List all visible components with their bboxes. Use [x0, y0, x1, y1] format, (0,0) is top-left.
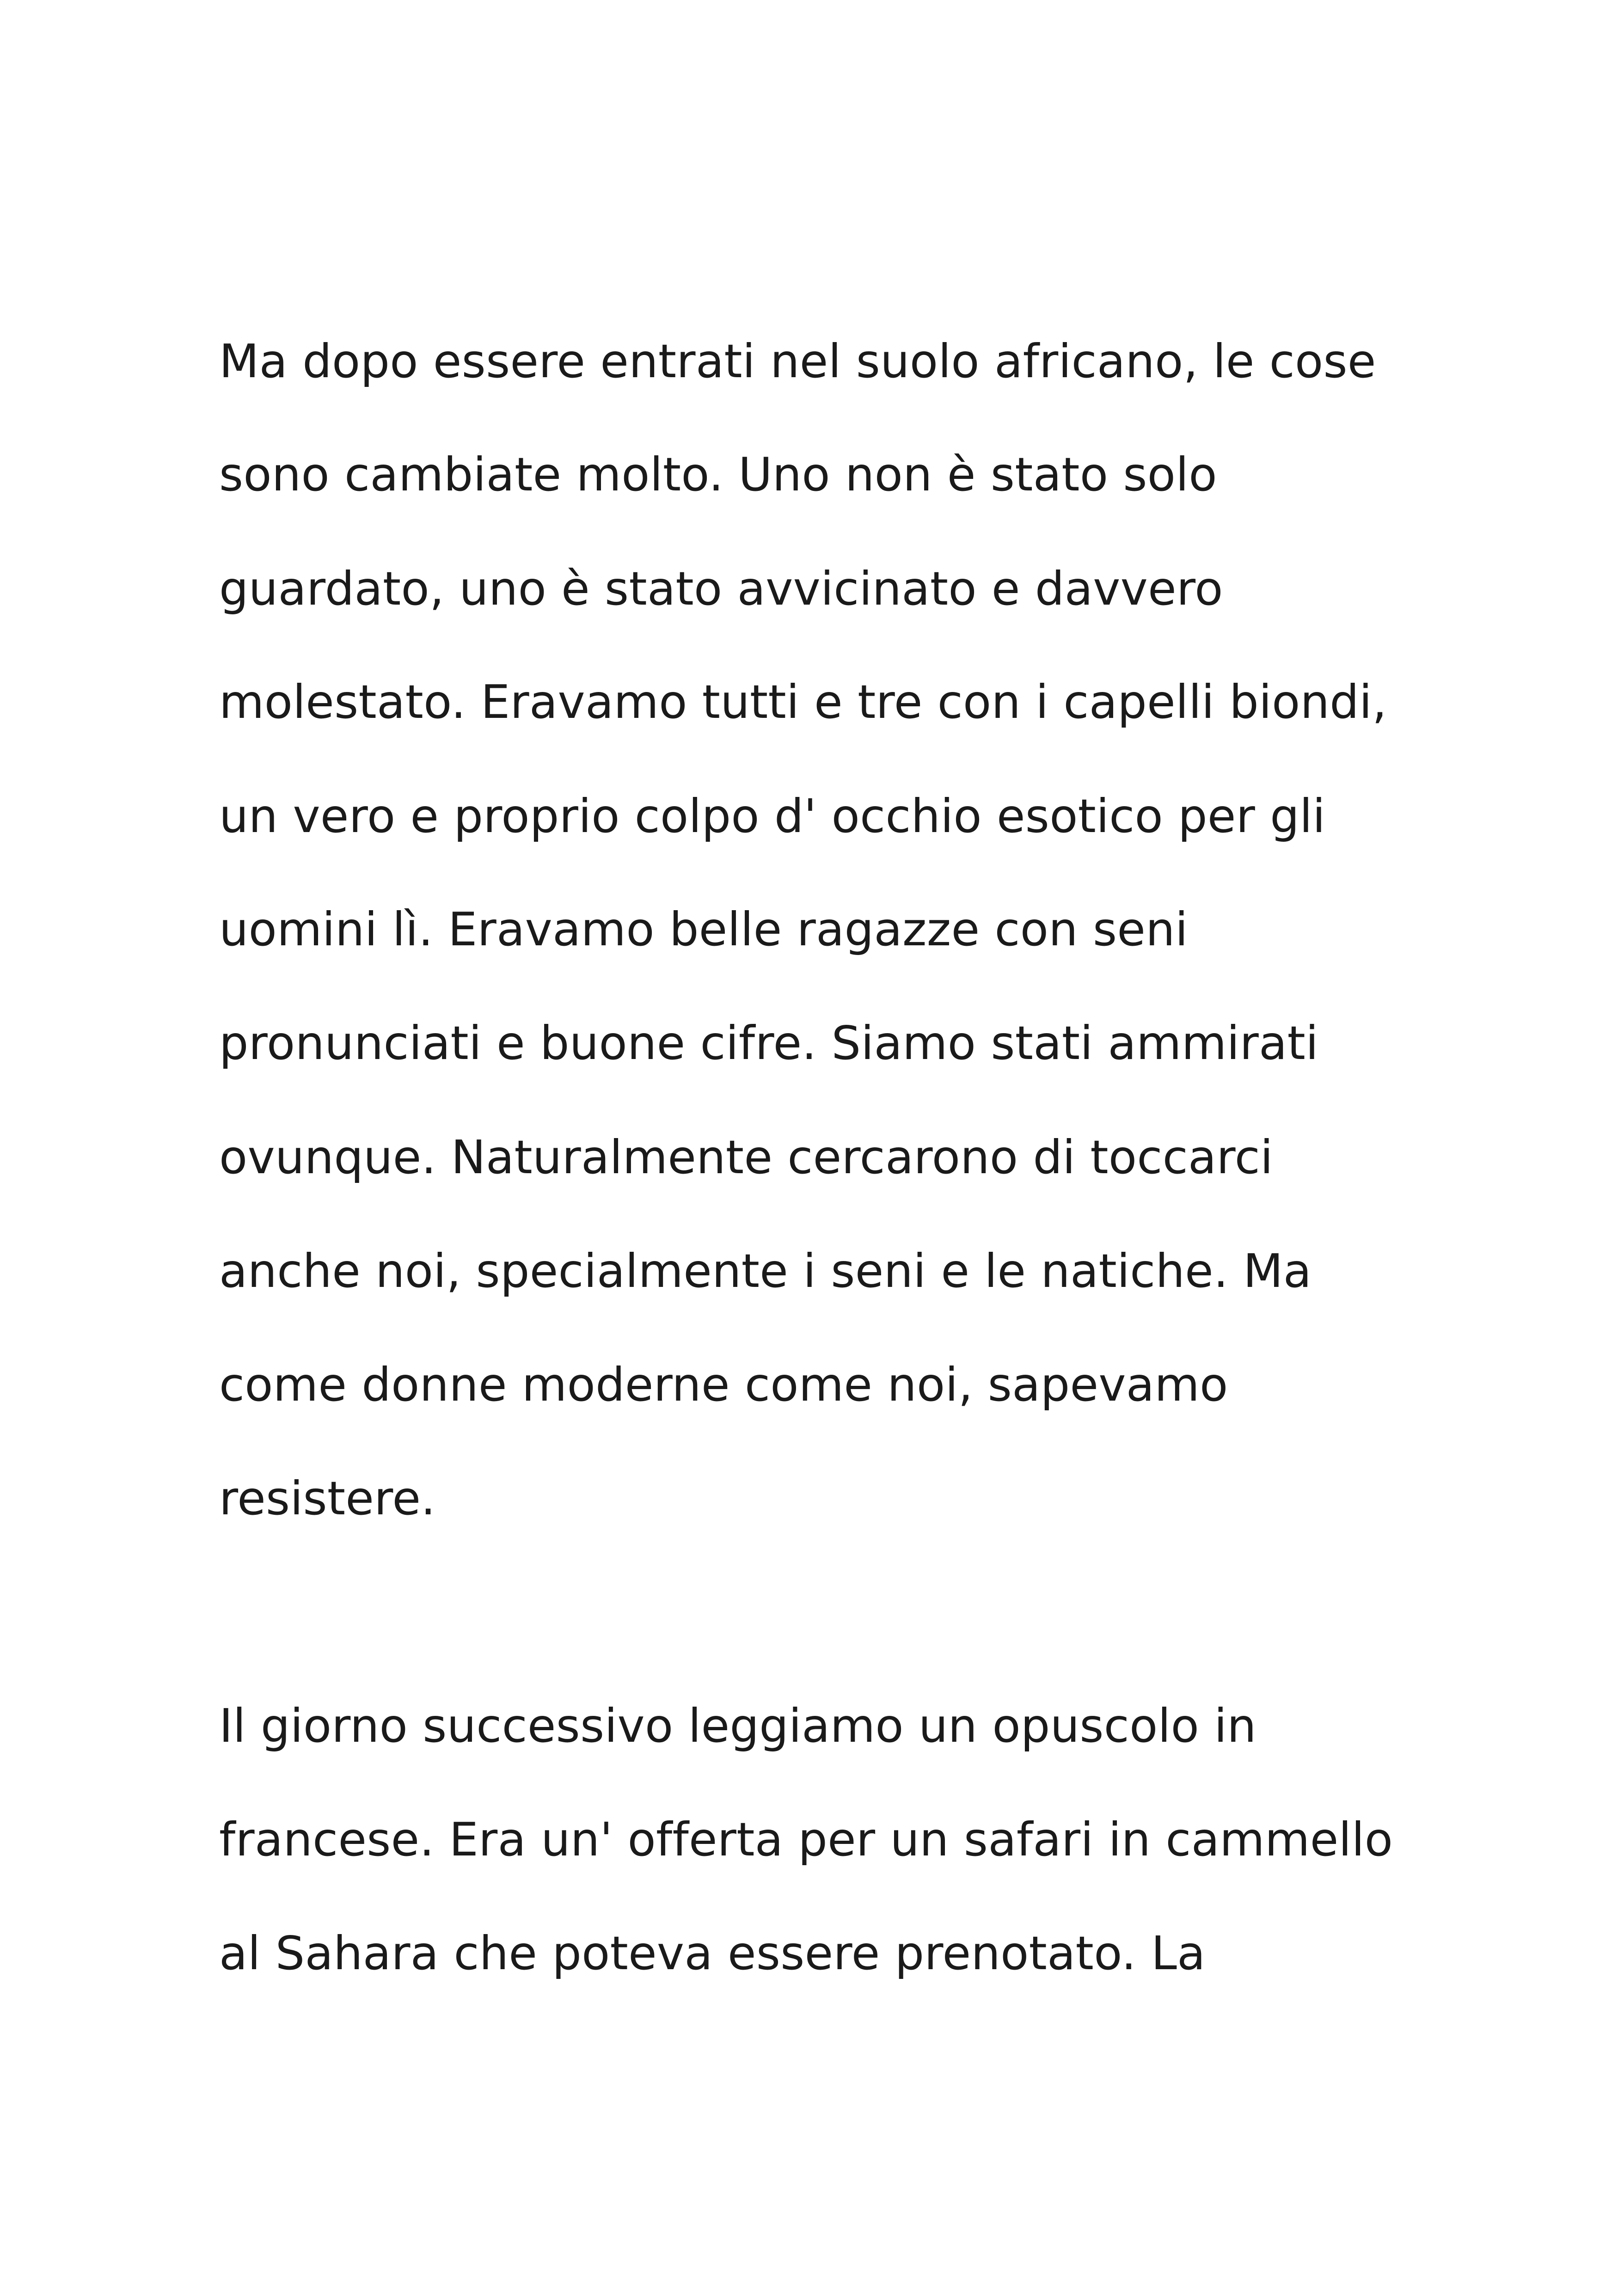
text-line: molestato. Eravamo tutti e tre con i capelli biondi, — [219, 675, 1387, 729]
text-line: Ma dopo essere entrati nel suolo africano, le cose — [219, 334, 1376, 388]
text-line: anche noi, specialmente i seni e le natiche. Ma — [219, 1244, 1312, 1298]
text-line: francese. Era un' offerta per un safari in cammello — [219, 1812, 1393, 1867]
text-line: pronunciati e buone cifre. Siamo stati ammirati — [219, 1016, 1319, 1070]
text-line: uomini lì. Eravamo belle ragazze con seni — [219, 902, 1188, 956]
text-line: un vero e proprio colpo d' occhio esotico per gli — [219, 789, 1326, 843]
text-line: resistere. — [219, 1471, 436, 1525]
text-line: sono cambiate molto. Uno non è stato solo — [219, 447, 1217, 502]
text-line: al Sahara che poteva essere prenotato. La — [219, 1926, 1206, 1980]
text-line: guardato, uno è stato avvicinato e davvero — [219, 562, 1223, 616]
text-line: come donne moderne come noi, sapevamo — [219, 1358, 1228, 1412]
text-line: ovunque. Naturalmente cercarono di toccarci — [219, 1130, 1274, 1184]
text-line: Il giorno successivo leggiamo un opuscolo in — [219, 1699, 1256, 1753]
